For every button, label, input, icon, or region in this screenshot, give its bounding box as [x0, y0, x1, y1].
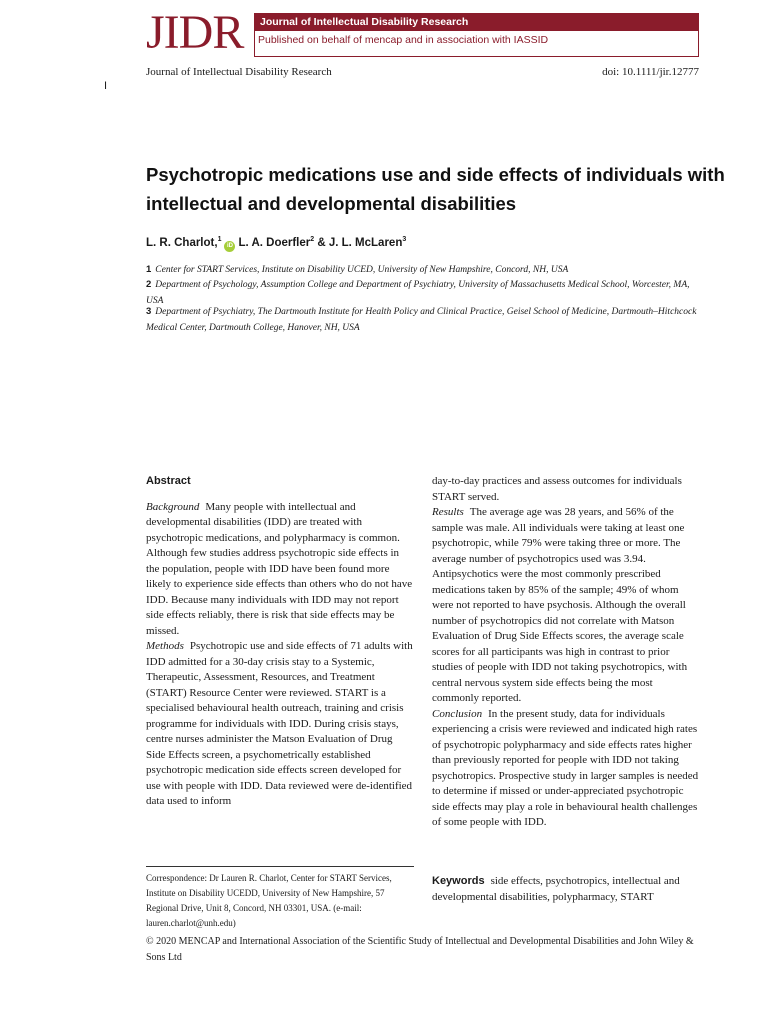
background-label: Background — [146, 500, 200, 513]
affiliation-text: Department of Psychology, Assumption College and Department of Psychiatry, University of Massachusetts Medical School, Worcester, MA, USA — [146, 280, 690, 306]
author-1[interactable]: L. R. Charlot, — [146, 236, 218, 249]
keywords-label: Keywords — [432, 875, 485, 887]
author-2-affil: 2 — [310, 236, 315, 243]
affiliation-3 — [146, 304, 706, 336]
conclusion-text: In the present study, data for individuals experiencing a crisis were reviewed and indicated high rates of psychotropic polypharmacy and side effects rates higher than previously reported for people with IDD not taking psychotropics. Prospective study in larger samples is needed to determine if missed or under-appreciated psychotropic side effects may play a role in behavioural health challenges of some people with IDD. — [432, 707, 699, 828]
results-label: Results — [432, 506, 464, 518]
page-mark: I — [104, 80, 108, 92]
background-text: Many people with intellectual and developmental disabilities (IDD) are treated with psychotropic medications, and polypharmacy is common. Although few studies address psychotropic side effects in the population, people with IDD have been found more likely to experience side effects than others who do not have IDD. Because many individuals with IDD may not report side effects reliably, there is risk that side effects may be missed. — [146, 500, 413, 637]
affiliation-text: Center for START Services, Institute on Disability UCED, University of New Hampshire, Concord, NH, USA — [155, 265, 569, 275]
author-separator: & — [314, 236, 329, 249]
author-3[interactable]: J. L. McLaren — [328, 236, 403, 249]
doi[interactable]: doi: 10.1111/jir.12777 — [602, 66, 699, 78]
author-list — [146, 236, 406, 252]
copyright: © 2020 MENCAP and International Association of the Scientific Study of Intellectual and Developmental Disabilities and John Wiley & Sons Ltd — [146, 936, 694, 963]
abstract-right-column — [432, 474, 700, 831]
affiliation-number: 3 — [146, 306, 152, 317]
results-text: The average age was 28 years, and 56% of the sample was male. All individuals were taking at least one psychotropic, while 79% were taking three or more. The average number of psychotropics used was 3.94. Antipsychotics were the most commonly prescribed medications taken by 85% of the sample; 49% of whom were not reported to have psychosis. Although the overall number of psychotropics did not correlate with Matson Evaluation of Drug Side Effects scores, the average scale scores for all participants was high in contrast to prior studies of people with IDD not taking psychotropics, with central nervous system side effects being the most commonly reported. — [432, 506, 688, 704]
journal-name: Journal of Intellectual Disability Research — [254, 13, 699, 31]
orcid-icon[interactable]: iD — [224, 241, 235, 252]
article-title: Psychotropic medications use and side effects of individuals with intellectual and developmental disabilities — [146, 164, 725, 214]
keywords-text: side effects, psychotropics, intellectual and developmental disabilities, polypharmacy, START — [432, 875, 680, 903]
methods-continued: day-to-day practices and assess outcomes for individuals START served. — [432, 475, 682, 503]
author-1-affil: 1 — [217, 236, 222, 243]
journal-logo: JIDR — [146, 6, 244, 59]
author-2[interactable]: L. A. Doerfler — [238, 236, 311, 249]
abstract-left-column — [146, 474, 414, 810]
conclusion-label: Conclusion — [432, 707, 483, 720]
correspondence-divider — [146, 866, 414, 867]
abstract-results — [432, 505, 700, 707]
methods-label: Methods — [146, 640, 184, 652]
methods-text: Psychotropic use and side effects of 71 adults with IDD admitted for a 30-day crisis stay to a Systemic, Therapeutic, Assessment, Resources, and Treatment (START) Resource Center were reviewed. START is a specialised behavioural health outreach, training and crisis programme for individuals with IDD. During crisis stays, centre nurses administer the Matson Evaluation of Drug Side Effects screen, a psychometrically established psychotropic medication side effects screen developed for use with people with IDD. Data reviewed were de-identified data used to inform — [146, 640, 413, 807]
affiliation-number: 1 — [146, 264, 152, 275]
abstract-conclusion — [432, 707, 700, 831]
affiliation-text: Department of Psychiatry, The Dartmouth Institute for Health Policy and Clinical Practice, Geisel School of Medicine, Dartmouth–Hitchcock Medical Center, Dartmouth College, Hanover, NH, USA — [146, 307, 697, 333]
abstract-heading: Abstract — [146, 475, 191, 487]
running-head: Journal of Intellectual Disability Research — [146, 66, 332, 78]
keywords — [432, 874, 700, 905]
publisher-line: Published on behalf of mencap and in association with IASSID — [258, 34, 549, 46]
abstract-methods — [146, 639, 414, 810]
affiliation-number: 2 — [146, 279, 152, 290]
abstract-background — [146, 500, 414, 640]
author-3-affil: 3 — [402, 236, 407, 243]
correspondence: Correspondence: Dr Lauren R. Charlot, Center for START Services, Institute on Disability UCEDD, University of New Hampshire, 57 Regional Drive, Unit 8, Concord, NH 03301, USA. (e-mail: lauren.charlot@unh.edu) — [146, 873, 392, 928]
